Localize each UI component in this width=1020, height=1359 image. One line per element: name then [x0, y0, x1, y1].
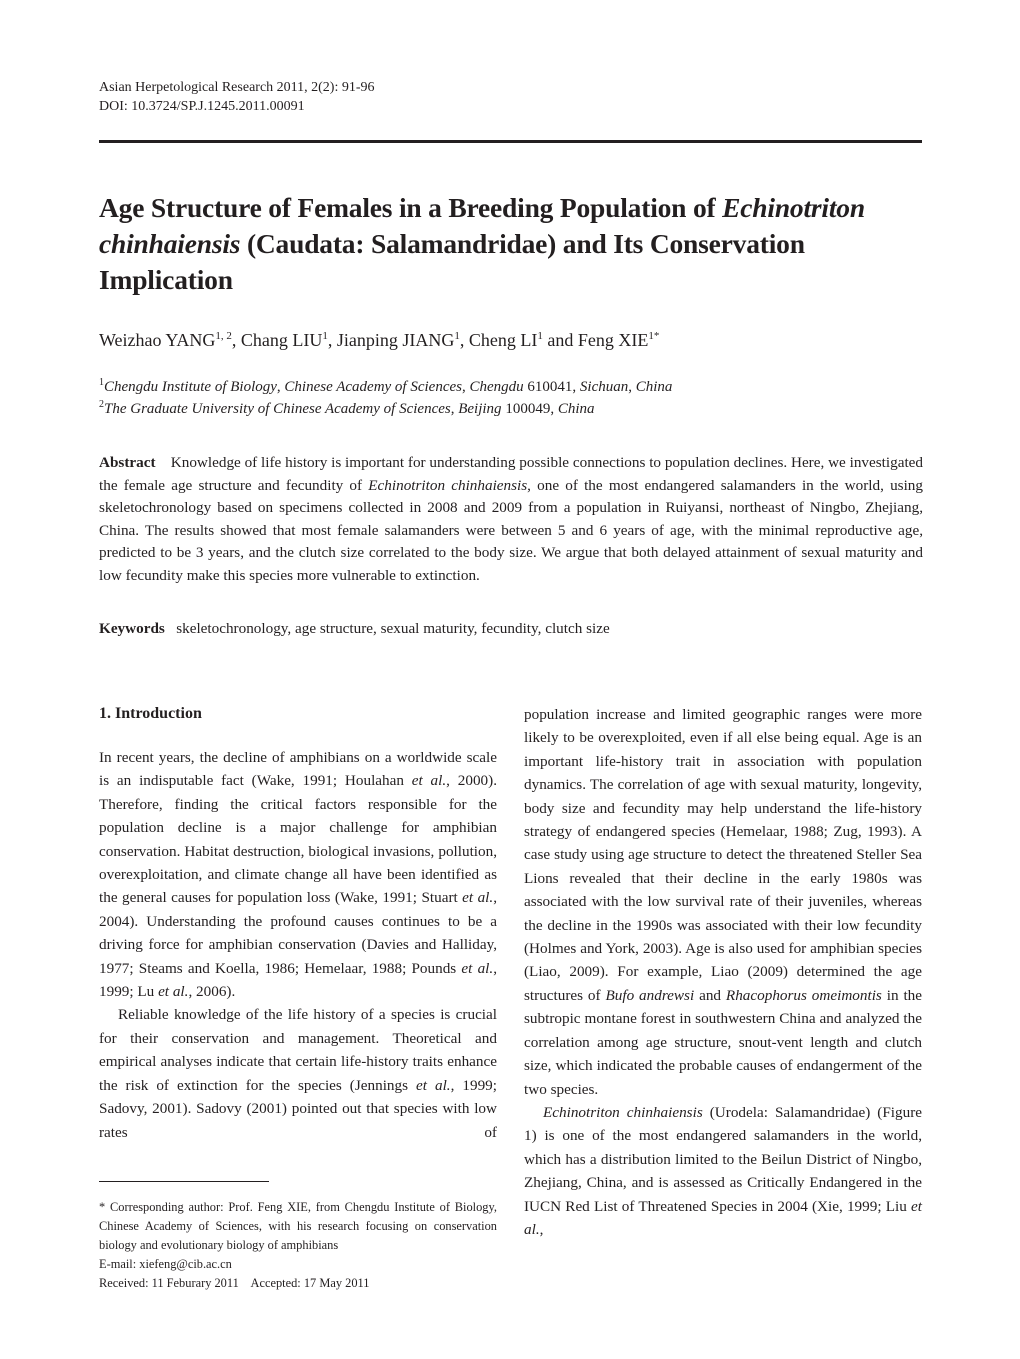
journal-citation: Asian Herpetological Research 2011, 2(2): 91-96 — [99, 80, 375, 95]
email: E-mail: xiefeng@cib.ac.cn — [99, 1257, 232, 1271]
affiliations — [99, 376, 672, 420]
article-title — [99, 190, 929, 298]
journal-header — [99, 78, 375, 116]
title-part1: Age Structure of Females in a Breeding Population of — [99, 192, 723, 223]
section-heading: 1. Introduction — [99, 705, 202, 722]
author-name: Cheng LI — [468, 330, 538, 350]
author-affil: 1 — [454, 330, 460, 342]
author-affil: 1 — [322, 330, 328, 342]
header-rule — [99, 140, 922, 143]
affiliation-2: $^2$The Graduate University of Chinese Academy of Sciences, Beijing 100049, China — [99, 399, 595, 417]
author-affil: 1* — [648, 330, 660, 342]
corresponding-author: * Corresponding author: Prof. Feng XIE, from Chengdu Institute of Biology, Chinese Academy of Sciences, with his research focusing on conservation biology and evolutionary biology of amphibians — [99, 1200, 497, 1252]
author-name: Feng XIE — [577, 330, 649, 350]
abstract-label: Abstract — [99, 454, 156, 471]
author-name: Jianping JIANG — [336, 330, 455, 350]
title-part2: (Caudata: Salamandridae) and Its Conservation Implication — [99, 228, 805, 295]
keywords-label: Keywords — [99, 620, 165, 637]
keywords — [99, 618, 923, 640]
affiliation-1: $^1$Chengdu Institute of Biology, Chinese Academy of Sciences, Chengdu 610041, Sichuan, China — [99, 377, 673, 395]
title-species: Echinotriton chinhaiensis — [99, 192, 865, 259]
author-name: Weizhao YANG — [99, 330, 216, 350]
paragraph: Echinotriton chinhaiensis (Urodela: Salamandridae) (Figure 1) is one of the most endangered salamanders in the world, which has a distribution limited to the Beilun District of Ningbo, Zhejiang, China, and is assessed as Critically Endangered in the IUCN Red List of Threatened Species in 2004 (Xie, 1999; Liu et al., — [524, 1103, 922, 1238]
author-list: Weizhao YANG$^{1, 2}$, Chang LIU$^1$, Jianping JIANG$^1$, Cheng $LI^1$ and Feng $XIE^{1*}$ — [99, 330, 660, 350]
paragraph: In recent years, the decline of amphibians on a worldwide scale is an indisputable fact (Wake, 1991; Houlahan et al., 2000). Therefore, finding the critical factors responsible for the population decline is a major challenge for amphibian conservation. Habitat destruction, biological invasions, pollution, overexploitation, and climate change all have been identified as the general causes for population loss (Wake, 1991; Stuart et al., 2004). Understanding the profound causes continues to be a driving force for amphibian conservation (Davies and Halliday, 1977; Steams and Koella, 1986; Hemelaar, 1988; Pounds et al., 1999; Lu et al., 2006). — [99, 749, 497, 1001]
paragraph: population increase and limited geographic ranges were more likely to be overexploited, even if all else being equal. Age is an important life-history trait in association with population dynamics. The correlation of age with sexual maturity, longevity, body size and fecundity may help understand the life-history strategy of endangered species (Hemelaar, 1988; Zug, 1993). A case study using age structure to detect the threatened Steller Sea Lions revealed that their decline in the early 1980s was associated with the low survival rate of their juveniles, whereas the decline in the 1990s was associated with their low fecundity (Holmes and York, 2003). Age is also used for amphibian species (Liao, 2009). For example, Liao (2009) determined the age structures of Bufo andrewsi and Rhacophorus omeimontis in the subtropic montane forest in southwestern China and analyzed the correlation among age structure, snout-vent length and clutch size, which indicated the probable causes of endangerment of the two species. — [524, 706, 922, 1098]
received-date: Received: 11 Feburary 2011 Accepted: 17 May 2011 — [99, 1276, 370, 1290]
footnote — [99, 1198, 497, 1293]
right-column — [524, 703, 922, 1241]
journal-doi: DOI: 10.3724/SP.J.1245.2011.00091 — [99, 99, 305, 114]
abstract: Abstract Knowledge of life history is important for understanding possible connections to population declines. Here, we investigated the female age structure and fecundity of Echinotriton chinhaiensis, one of the most endangered salamanders in the world, using skeletochronology based on specimens collected in 2008 and 2009 from a population in Ruiyansi, northeast of Ningbo, Zhejiang, China. The results showed that most female salamanders were between 5 and 6 years of age, with the minimal reproductive age, predicted to be 3 years, and the clutch size correlated to the body size. We argue that both delayed attainment of sexual maturity and low fecundity make this species more vulnerable to extinction. — [99, 454, 923, 584]
author-name: Chang LIU — [240, 330, 323, 350]
footnote-rule — [99, 1181, 269, 1182]
author-affil: 1, 2 — [215, 330, 232, 342]
left-column — [99, 746, 497, 1144]
author-affil: 1 — [537, 330, 543, 342]
paragraph: Reliable knowledge of the life history of a species is crucial for their conservation and management. Theoretical and empirical analyses indicate that certain life-history traits enhance the risk of extinction for the species (Jennings et al., 1999; Sadovy, 2001). Sadovy (2001) pointed out that species with low rates of — [99, 1006, 497, 1141]
keywords-text: skeletochronology, age structure, sexual maturity, fecundity, clutch size — [176, 620, 610, 637]
